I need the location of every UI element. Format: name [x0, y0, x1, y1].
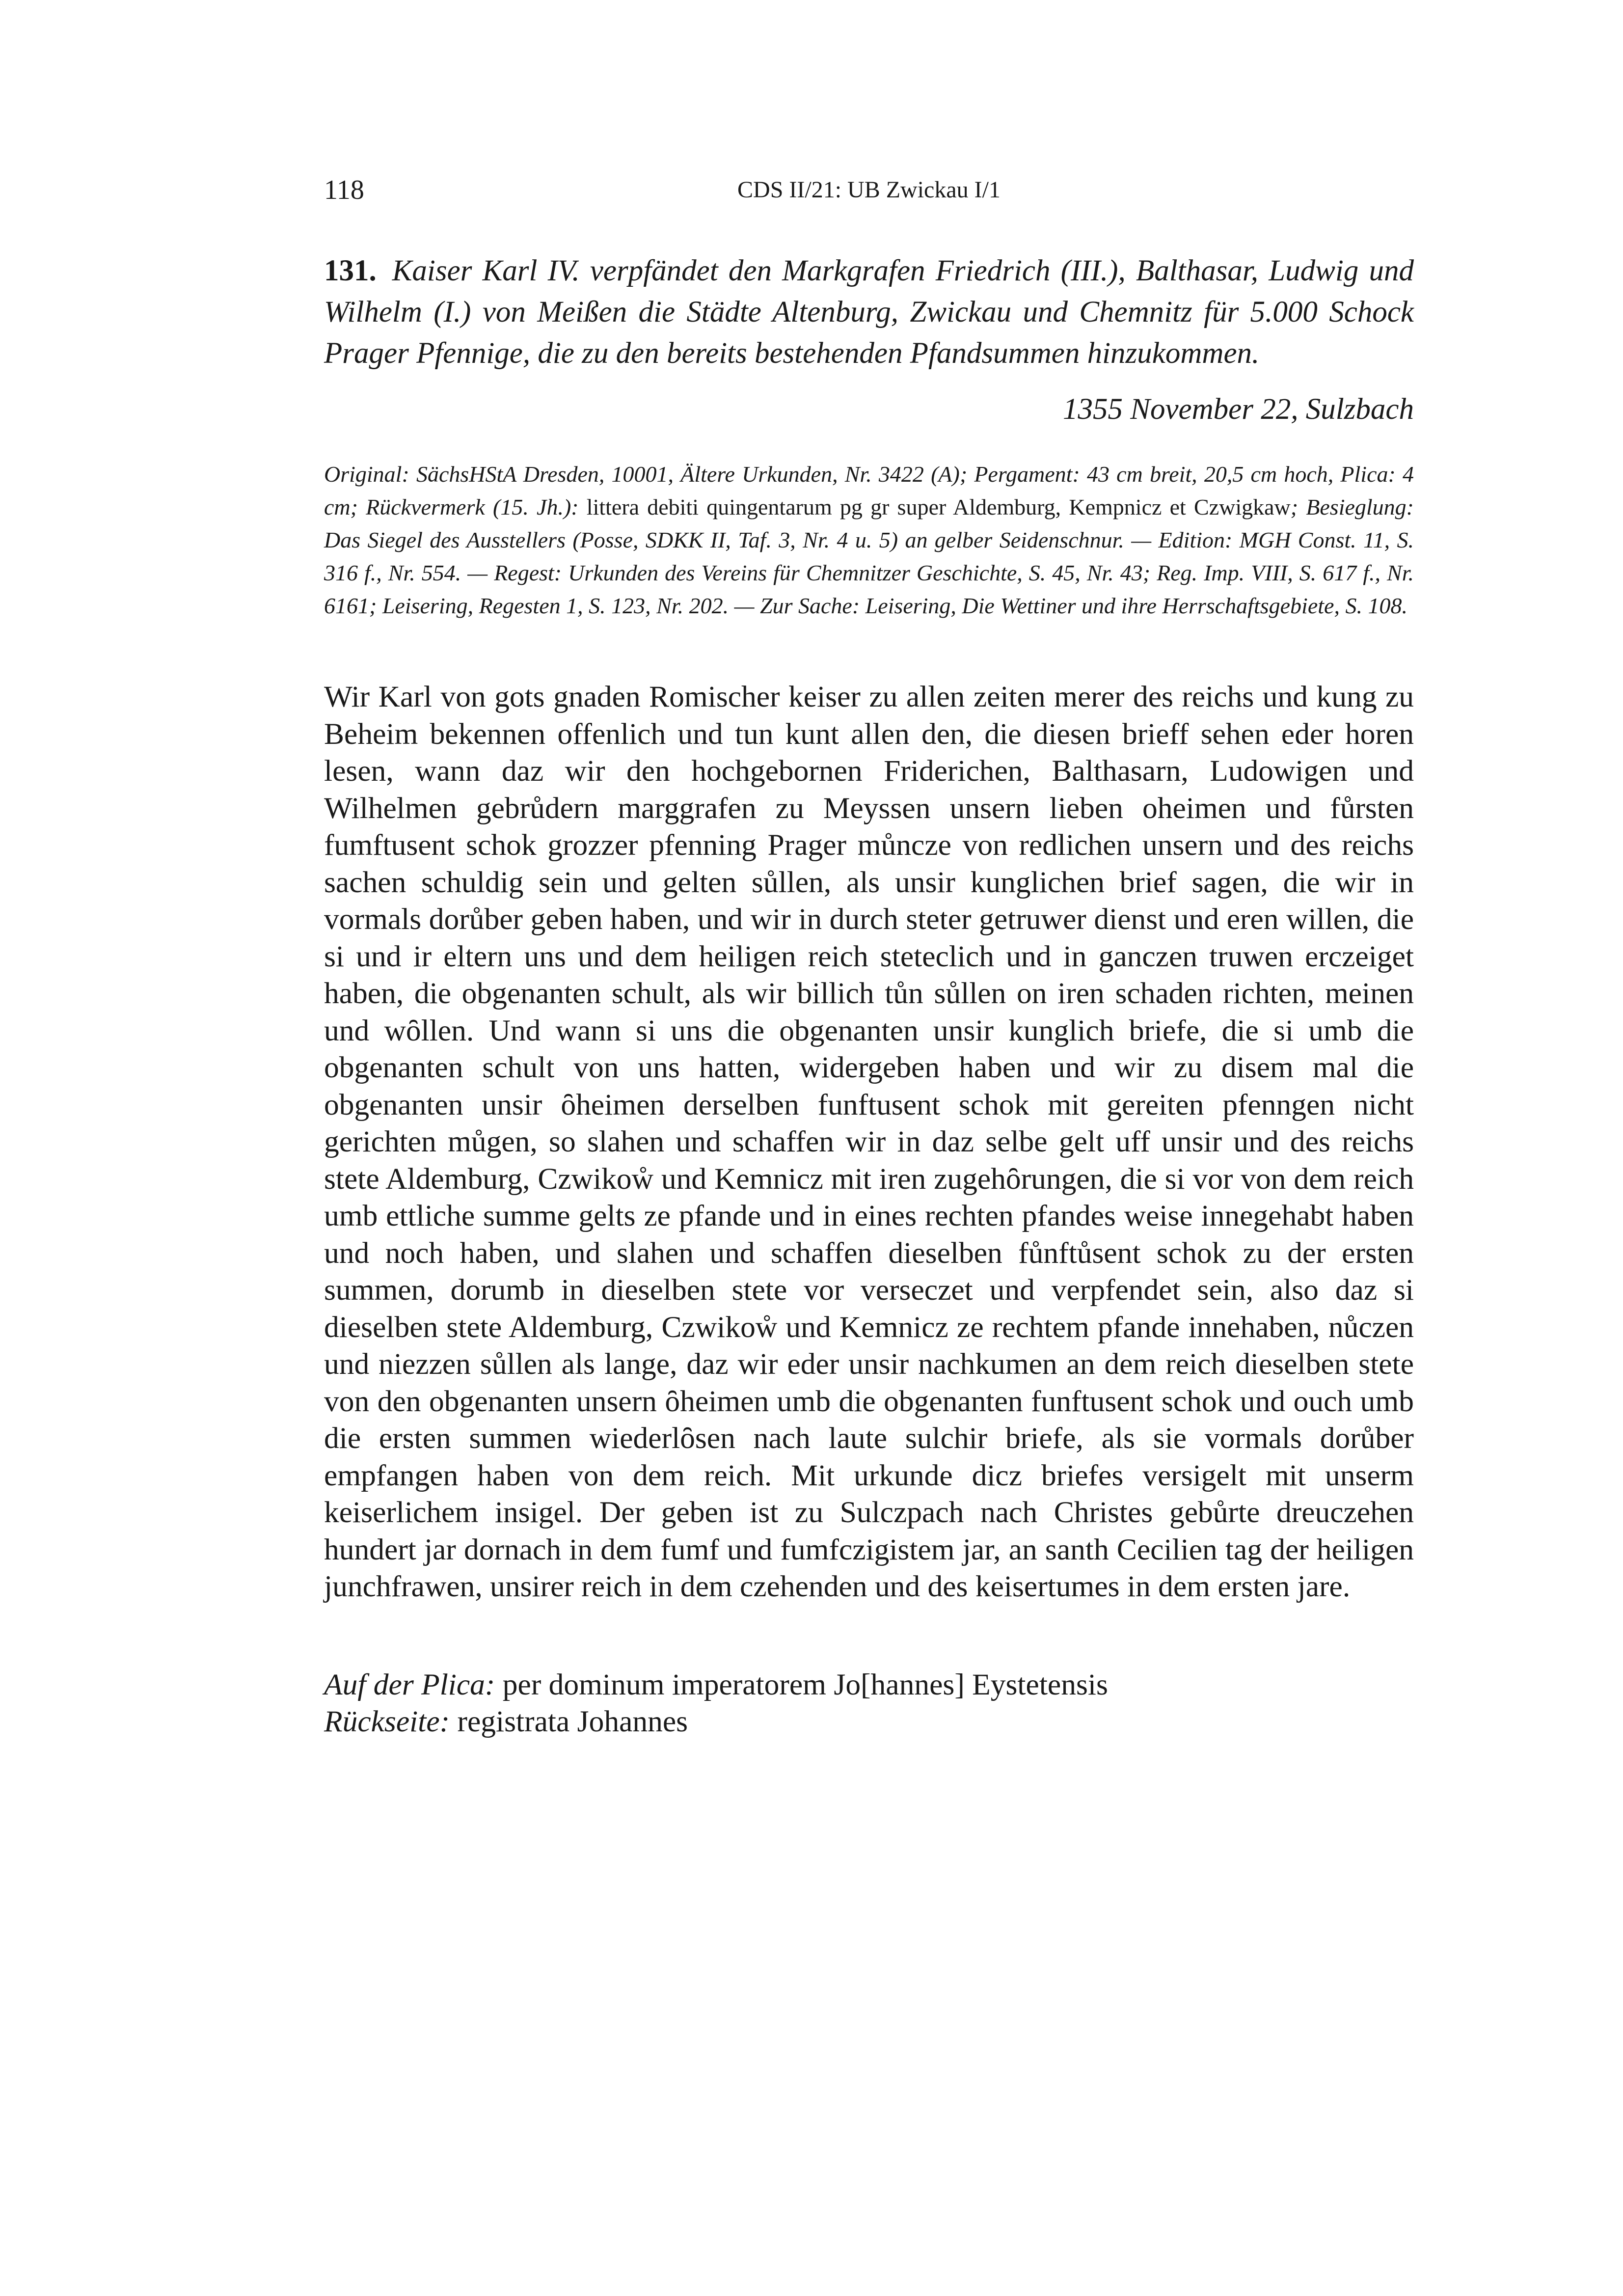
document-number: 131.	[324, 254, 377, 287]
page-number: 118	[324, 175, 364, 205]
dorsal-note	[324, 1703, 1414, 1740]
plica-label: Auf der Plica:	[324, 1668, 495, 1701]
page-header	[324, 173, 1414, 207]
critical-apparatus	[324, 458, 1414, 622]
apparatus-dorsal-note: littera debiti quingentarum pg gr super Aldemburg, Kempnicz et Czwigkaw	[578, 494, 1291, 519]
plica-text: per dominum imperatorem Jo[hannes] Eystetensis	[495, 1668, 1108, 1701]
dorsal-label: Rückseite:	[324, 1705, 450, 1738]
running-title: CDS II/21: UB Zwickau I/1	[737, 177, 1001, 203]
endorsements	[324, 1667, 1414, 1740]
dateline: 1355 November 22, Sulzbach	[1063, 393, 1414, 426]
apparatus-source: Original: SächsHStA Dresden, 10001, Ältere Urkunden, Nr. 3422 (A); Pergament: 43 cm breit, 20,5 cm hoch, Plica: 4 cm; Rückvermerk (15. Jh.):	[324, 462, 1414, 519]
regest-heading	[324, 250, 1414, 374]
regest-title: Kaiser Karl IV. verpfändet den Markgrafen Friedrich (III.), Balthasar, Ludwig und Wilhelm (I.) von Meißen die Städte Altenburg, Zwickau und Chemnitz für 5.000 Schock Prager Pfennige, die zu den bereits bestehenden Pfandsummen hinzukommen.	[324, 254, 1414, 370]
plica-note	[324, 1667, 1414, 1703]
dorsal-text: registrata Johannes	[450, 1705, 688, 1738]
apparatus-references: ; Besieglung: Das Siegel des Ausstellers (Posse, SDKK II, Taf. 3, Nr. 4 u. 5) an gelber Seidenschnur. — Edition: MGH Const. 11, S. 316 f., Nr. 554. — Regest: Urkunden des Vereins für Chemnitzer Geschichte, S. 45, Nr. 43; Reg. Imp. VIII, S. 617 f., Nr. 6161; Leisering, Regesten 1, S. 123, Nr. 202. — Zur Sache: Leisering, Die Wettiner und ihre Herrschaftsgebiete, S. 108.	[324, 494, 1414, 618]
charter-text: Wir Karl von gots gnaden Romischer keiser zu allen zeiten merer des reichs und kung zu Beheim bekennen offenlich und tun kunt allen den, die diesen brieff sehen eder horen lesen, wann daz wir den hochgebornen Friderichen, Balthasarn, Ludowigen und Wilhelmen gebrůdern marggrafen zu Meyssen unsern lieben oheimen und fůrsten fumftusent schok grozzer pfenning Prager můncze von redlichen unsern und des reichs sachen schuldig sein und gelten sůllen, als unsir kunglichen brief sagen, die wir in vormals dorůber geben haben, und wir in durch steter getruwer dienst und eren willen, die si und ir eltern uns und dem heiligen reich steteclich und in ganczen truwen erczeiget haben, die obgenanten schult, als wir billich tůn sůllen on iren schaden richten, meinen und wȏllen. Und wann si uns die obgenanten unsir kunglich briefe, die si umb die obgenanten schult von uns hatten, widergeben haben und wir zu disem mal die obgenanten unsir ȏheimen derselben funftusent schok mit gereiten pfenngen nicht gerichten můgen, so slahen und schaffen wir in daz selbe gelt uff unsir und des reichs stete Aldemburg, Czwikoẘ und Kemnicz mit iren zugehȏrungen, die si vor von dem reich umb ettliche summe gelts ze pfande und in eines rechten pfandes weise innegehabt haben und noch haben, und slahen und schaffen dieselben fůnftůsent schok zu der ersten summen, dorumb in dieselben stete vor verseczet und verpfendet sein, also daz si dieselben stete Aldemburg, Czwikoẘ und Kemnicz ze rechtem pfande innehaben, nůczen und niezzen sůllen als lange, daz wir eder unsir nachkumen an dem reich dieselben stete von den obgenanten unsern ȏheimen umb die obgenanten funftusent schok und ouch umb die ersten summen wiederlȏsen nach laute sulchir briefe, als sie vormals dorůber empfangen haben von dem reich. Mit urkunde dicz briefes versigelt mit unserm keiserlichem insigel. Der geben ist zu Sulczpach nach Christes gebůrte dreuczehen hundert jar dornach in dem fumf und fumfczigistem jar, an santh Cecilien tag der heiligen junchfrawen, unsirer reich in dem czehenden und des keisertumes in dem ersten jare.	[324, 680, 1414, 1603]
